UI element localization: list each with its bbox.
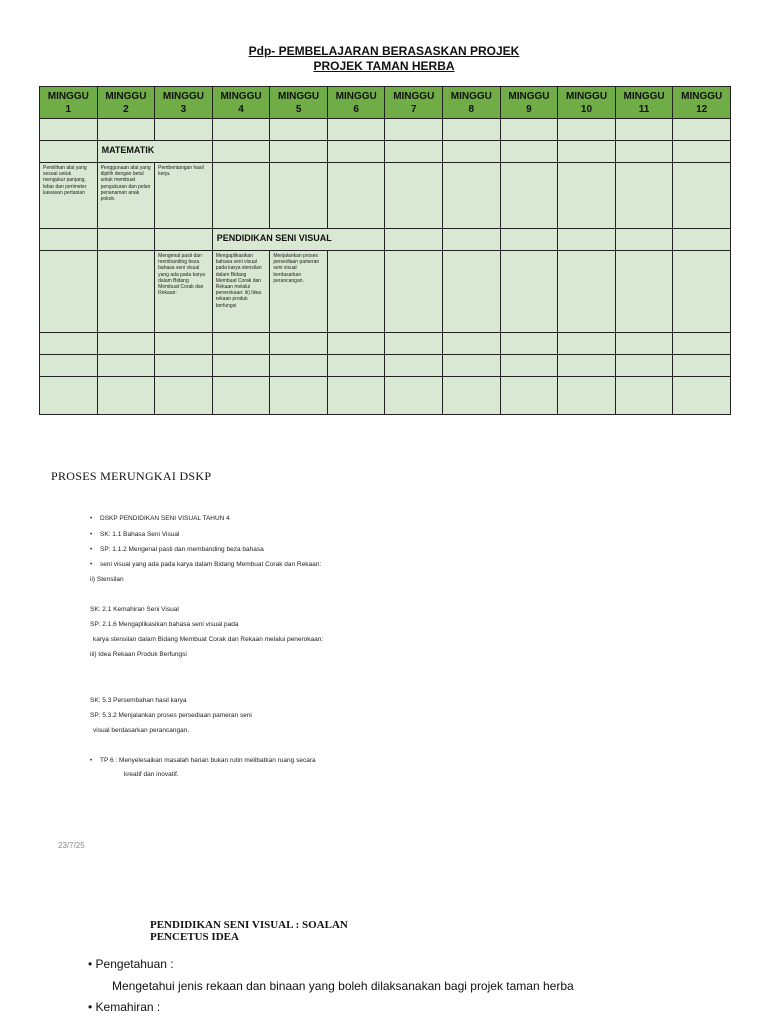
table-row: [40, 333, 731, 355]
dskp-line: karya stensilan dalam Bidang Membuat Corak dan Rekaan melalui penerokaan:: [93, 636, 324, 643]
header-week-12: MINGGU 12: [673, 87, 731, 119]
slide-date: 23/7/25: [58, 841, 85, 850]
table-row-math: [40, 163, 731, 229]
header-week-3: MINGGU 3: [155, 87, 213, 119]
dskp-line: kreatif dan inovatif.: [124, 771, 179, 778]
dskp-line: iii) Idea Rekaan Produk Berfungsi: [90, 651, 187, 658]
dskp-line: ii) Stensilan: [90, 576, 124, 583]
bullet-knowledge: • Pengetahuan :: [88, 957, 174, 971]
document-title: Pdp- PEMBELAJARAN BERASASKAN PROJEK: [248, 44, 520, 58]
header-week-6: MINGGU 6: [327, 87, 385, 119]
header-week-11: MINGGU 11: [615, 87, 673, 119]
subject-art-label: PENDIDIKAN SENI VISUAL: [216, 233, 332, 243]
dskp-heading: PROSES MERUNGKAI DSKP: [51, 469, 212, 483]
header-week-10: MINGGU 10: [558, 87, 616, 119]
math-cell-week-3: Pembentangan hasil kerja.: [158, 165, 204, 178]
math-cell-week-2: Penggunaan alat yang dipilih dengan betul untuk membuat pengukuran dan pelan penanaman anak pokok.: [100, 165, 151, 203]
table-row-math-heading: [40, 141, 731, 163]
dskp-line: SK: 2.1 Kemahiran Seni Visual: [90, 606, 179, 613]
header-week-1: MINGGU 1: [40, 87, 98, 119]
document-subtitle: PROJEK TAMAN HERBA: [313, 59, 455, 73]
math-cell-week-1: Pemilihan alat yang sesuai untuk mengukur panjang, lebar dan perimeter kawasan pertanian: [43, 165, 87, 196]
table-row-art-heading: [40, 229, 731, 251]
dskp-line: SP: 2.1.6 Mengaplikasikan bahasa seni visual pada: [90, 621, 239, 628]
table-row: [40, 377, 731, 415]
art-cell-week-5: Menjalankan proses persediaan pameran seni visual berdasarkan perancangan.: [273, 253, 320, 284]
dskp-line: SP: 5.3.2 Menjalankan proses persediaan pameran seni: [90, 712, 252, 719]
table-header-row: [40, 87, 731, 119]
header-week-8: MINGGU 8: [443, 87, 501, 119]
question-heading: PENDIDIKAN SENI VISUAL : SOALAN PENCETUS IDEA: [150, 919, 348, 943]
table-row: [40, 119, 731, 141]
dskp-line: • TP 6 : Menyelesaikan masalah harian bukan rutin melibatkan ruang secara: [90, 757, 316, 764]
dskp-line: • SP: 1.1.2 Mengenal pasti dan membanding beza bahasa: [90, 546, 264, 553]
bullet-skill: • Kemahiran :: [88, 1000, 161, 1014]
header-week-7: MINGGU 7: [385, 87, 443, 119]
header-week-5: MINGGU 5: [270, 87, 328, 119]
table-row: [40, 355, 731, 377]
dskp-line: • seni visual yang ada pada karya dalam Bidang Membuat Corak dan Rekaan:: [90, 561, 322, 568]
dskp-line: visual berdasarkan perancangan.: [93, 727, 190, 734]
header-week-9: MINGGU 9: [500, 87, 558, 119]
header-week-2: MINGGU 2: [97, 87, 155, 119]
subject-math-label: MATEMATIK: [101, 145, 155, 155]
table-row-art: [40, 251, 731, 333]
dskp-line: SK: 5.3 Persembahan hasil karya: [90, 697, 187, 704]
dskp-line: • DSKP PENDIDIKAN SENI VISUAL TAHUN 4: [90, 515, 230, 522]
art-cell-week-4: Mengaplikasikan bahasa seni visual pada karya stensilan dalam Bidang Membuat Corak dan Rekaan melalui penerokaan: iii) Idea rekaan produk berfungsi: [215, 253, 262, 309]
weekly-plan-table: [39, 86, 731, 415]
art-cell-week-3: Mengenal pasti dan membanding beza bahasa seni visual yang ada pada karya dalam Bidang Membuat Corak dan Rekaan:: [158, 253, 205, 297]
knowledge-text: Mengetahui jenis rekaan dan binaan yang boleh dilaksanakan bagi projek taman herba: [112, 979, 574, 993]
header-week-4: MINGGU 4: [212, 87, 270, 119]
dskp-line: • SK: 1.1 Bahasa Seni Visual: [90, 531, 180, 538]
